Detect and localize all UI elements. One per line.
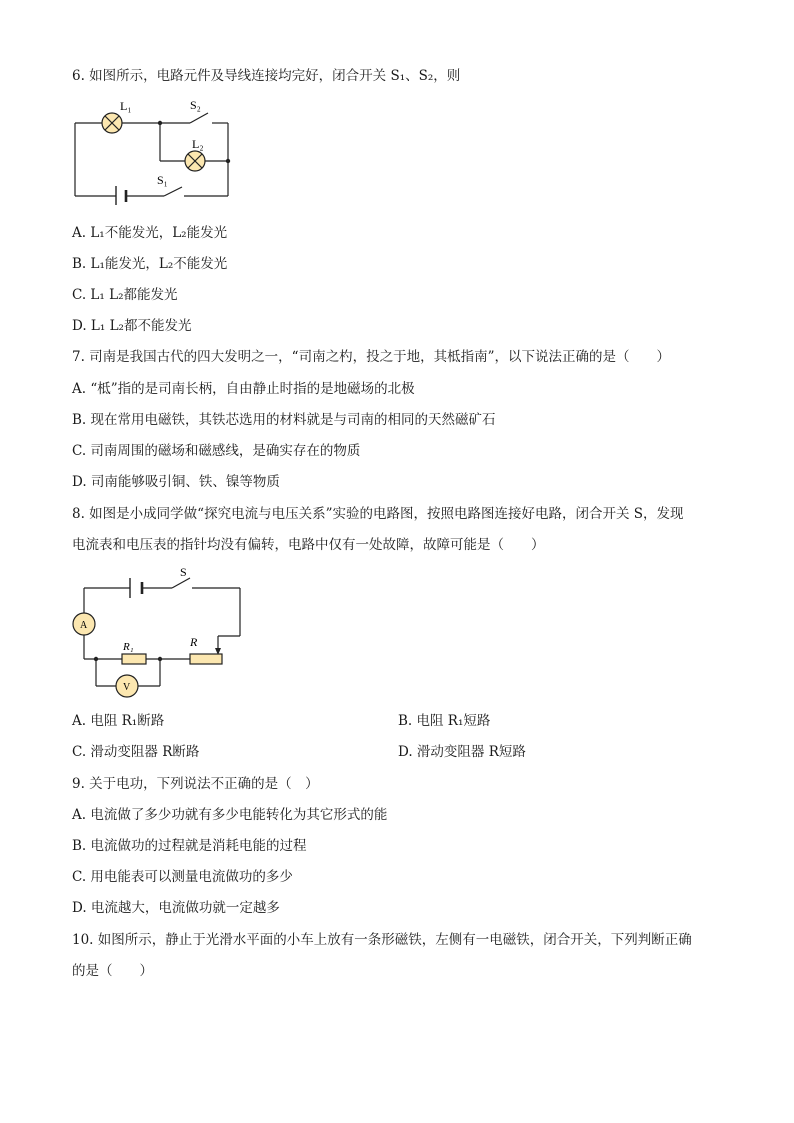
q6-option-d: D. L₁ L₂都不能发光 [72, 318, 192, 334]
q9-option-c: C. 用电能表可以测量电流做功的多少 [72, 869, 293, 885]
q6-lamp-l2-icon [185, 151, 205, 171]
q8-stem-line1: 8. 如图是小成同学做“探究电流与电压关系”实验的电路图，按照电路图连接好电路，闭合开关 S，发现 [72, 506, 684, 522]
q8-label-v: V [123, 682, 131, 693]
q9-stem: 9. 关于电功，下列说法不正确的是（ ） [72, 776, 319, 792]
q9-option-b: B. 电流做功的过程就是消耗电能的过程 [72, 838, 307, 854]
q8-label-s: S [180, 565, 187, 579]
q8-option-c: C. 滑动变阻器 R断路 [72, 744, 200, 760]
q6-label-l2: L₂ [192, 137, 204, 151]
q8-label-r1: R₁ [123, 641, 134, 653]
q6-option-b: B. L₁能发光，L₂不能发光 [72, 256, 228, 272]
q8-stem-line2: 电流表和电压表的指针均没有偏转，电路中仅有一处故障，故障可能是（ ） [72, 537, 545, 553]
q7-option-c: C. 司南周围的磁场和磁感线，是确实存在的物质 [72, 443, 361, 459]
q6-circuit-diagram [70, 95, 240, 205]
q9-option-d: D. 电流越大，电流做功就一定越多 [72, 900, 280, 916]
q7-stem: 7. 司南是我国古代的四大发明之一，“司南之杓，投之于地，其柢指南”，以下说法正确的是（ ） [72, 349, 670, 365]
q7-option-d: D. 司南能够吸引铜、铁、镍等物质 [72, 474, 280, 490]
q9-option-a: A. 电流做了多少功就有多少电能转化为其它形式的能 [72, 807, 388, 823]
q6-label-s1: S₁ [157, 173, 168, 187]
q8-option-d: D. 滑动变阻器 R短路 [398, 744, 526, 760]
q10-stem-line2: 的是（ ） [72, 963, 153, 979]
q8-label-a: A [80, 620, 88, 631]
q8-circuit-diagram [70, 564, 250, 699]
q8-rheostat-r [190, 654, 222, 664]
q6-option-c: C. L₁ L₂都能发光 [72, 287, 178, 303]
q10-stem-line1: 10. 如图所示，静止于光滑水平面的小车上放有一条形磁铁，左侧有一电磁铁，闭合开关，下列判断正确 [72, 932, 692, 948]
q8-option-a: A. 电阻 R₁断路 [72, 713, 165, 729]
q6-label-s2: S₂ [190, 98, 201, 112]
q7-option-a: A. “柢”指的是司南长柄，自由静止时指的是地磁场的北极 [72, 381, 415, 397]
q6-lamp-l1-icon [102, 113, 122, 133]
q8-resistor-r1 [122, 654, 146, 664]
q6-option-a: A. L₁不能发光，L₂能发光 [72, 225, 228, 241]
q7-option-b: B. 现在常用电磁铁，其铁芯选用的材料就是与司南的相同的天然磁矿石 [72, 412, 496, 428]
q6-label-l1: L₁ [120, 99, 132, 113]
q8-label-r: R [190, 635, 198, 649]
q6-stem: 6. 如图所示，电路元件及导线连接均完好，闭合开关 S₁、S₂，则 [72, 68, 461, 84]
q8-option-b: B. 电阻 R₁短路 [398, 713, 491, 729]
